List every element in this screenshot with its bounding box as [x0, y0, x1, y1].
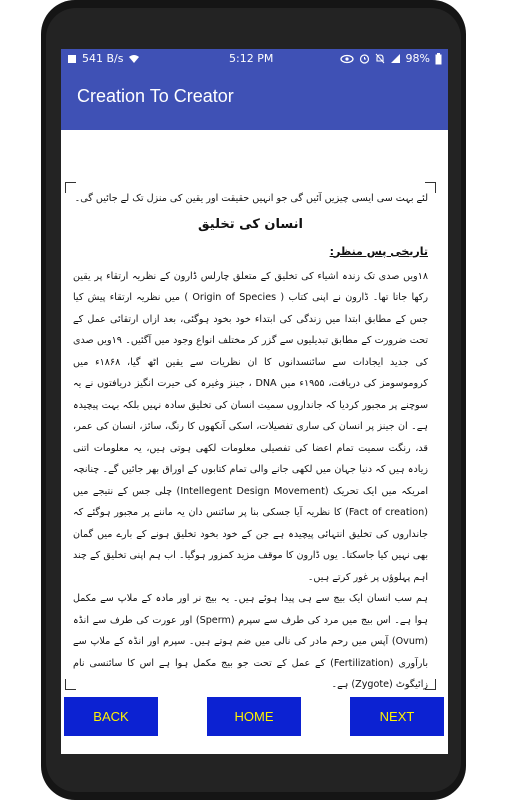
mute-icon: [375, 53, 385, 64]
network-speed: 541 B/s: [82, 52, 124, 65]
screen: [61, 49, 448, 754]
status-bar: [61, 49, 448, 70]
alarm-icon: [359, 53, 370, 64]
intro-line: لئے بہت سی ایسی چیزیں آئیں گی جو انہیں حقیقت اور یقین کی منزل تک لے جائیں گی۔: [74, 193, 428, 204]
app-title: Creation To Creator: [77, 86, 234, 106]
article-text: [73, 188, 428, 696]
app-notification-icon: [67, 54, 77, 64]
signal-icon: [390, 53, 401, 64]
status-right: [340, 52, 442, 65]
status-time: [229, 52, 273, 65]
app-bar: [61, 70, 448, 130]
article-heading: انسان کی تخلیق: [198, 216, 303, 232]
article-page[interactable]: [65, 182, 436, 690]
next-button[interactable]: NEXT: [350, 697, 444, 736]
back-button[interactable]: BACK: [64, 697, 158, 736]
battery-icon: [435, 53, 442, 65]
eye-icon: [340, 54, 354, 64]
article-paragraph-2: ہم سب انسان ایک بیج سے ہی پیدا ہوئے ہیں۔ یہ بیج نر اور مادہ کے ملاپ سے مکمل ہوا ہے۔ اس بیج میں مرد کی طرف سے سپرم (Sperm) اور عورت کی طرف سے انڈہ (Ovum) آپس میں رحم مادر کی نالی میں ضم ہوتے ہیں۔ سپرم اور انڈہ کے ملاپ سے بارآوری (Fertilization) کے عمل کے تحت جو بیج مکمل ہوا ہے اس کا سائنسی نام زائیگوٹ (Zygote) ہے۔: [73, 593, 428, 690]
status-left: [67, 52, 140, 65]
article-paragraph: ۱۸ویں صدی تک زندہ اشیاء کی تخلیق کے متعلق چارلس ڈارون کے نظریہ ارتقاء پر یقین رکھا جاتا تھا۔ ڈارون نے اپنی کتاب ( Origin of Species ) میں نظریہ ارتقاء پیش کیا جس کے مطابق ابتدا میں زندگی کی ابتداء خود بخود ہوگئی، بعد ازاں ارتقائی عمل کے تحت ضرورت کے مطابق تبدیلیوں سے گزر کر مختلف انواع وجود میں آگئیں۔ ۱۹ویں صدی کی جدید ایجادات سے سائنسدانوں کا ان نظریات سے یقین اٹھ گیا، ۱۸۶۸ء میں کروموسومز کی دریافت، ۱۹۵۵ء میں DNA ، جینز وغیرہ کی حیرت انگیز دریافتوں نے یہ سوچنے پر مجبور کردیا کہ جانداروں سمیت انسان کی تخلیق سادہ نہیں بلکہ بہت پیچیدہ ہے۔ ان جینز پر انسان کی ساری تفصیلات، اسکی آنکھوں کا رنگ، سائز، انسان کی عمر، قد، رنگت سمیت تمام اعضا کی تفصیلی معلومات لکھی ہوتی ہیں، یہ معلومات اتنی زیادہ ہیں کہ دنیا جہان میں لکھی جانے والی تمام کتابوں کے اوراق بھر جائیں گے۔ چنانچہ امریکہ میں ایک تحریک (Intellegent Design Movement) چلی جس کے نتیجے میں (Fact of creation) کا نظریہ آیا جسکی بنا پر سائنس دان یہ ماننے پر مجبور ہوگئے کہ جانداروں کی تخلیق انتہائی پیچیدہ ہے جن کے خود بخود تخلیق ہونے کے بارے میں گمان بھی نہیں کیا جاسکتا۔ یوں ڈارون کا موقف مزید کمزور ہوگیا۔ اب ہم اپنی تخلیق کے چند اہم پہلوؤں پر غور کرتے ہیں۔: [73, 270, 429, 583]
battery-level: 98%: [405, 52, 430, 65]
home-button[interactable]: HOME: [207, 697, 301, 736]
wifi-icon: [128, 54, 140, 64]
clock: 5:12 PM: [229, 52, 274, 65]
article-subheading: تاریخی پس منظر:: [329, 244, 428, 258]
